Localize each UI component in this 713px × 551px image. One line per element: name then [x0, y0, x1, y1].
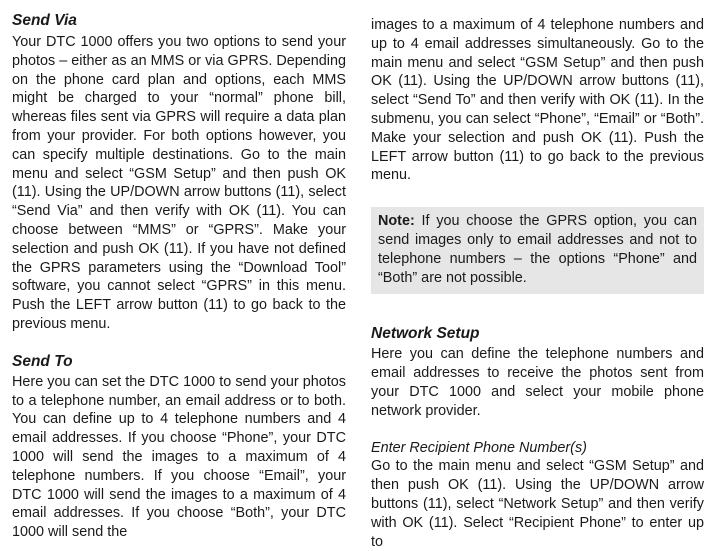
send-to-heading: Send To — [12, 352, 73, 370]
send-to-continued: images to a maximum of 4 telephone numbers and up to 4 email addresses simultaneously. Go to the main menu and select “GSM Setup” and then push OK (11). Using the UP/DOWN arrow buttons (11), select “Send To” and then verify with OK (11). In the submenu, you can select “Phone”, “Email” or “Both”. Make your selection and push OK (11). Push the LEFT arrow button (11) to go back to the previous menu. — [371, 17, 704, 184]
recipient-phone-body: Go to the main menu and select “GSM Setup” and then push OK (11). Using the UP/DOWN arrow buttons (11), select “Network Setup” and then verify with OK (11). Select “Recipient Phone” to enter up to — [371, 458, 704, 550]
network-setup-heading: Network Setup — [371, 325, 480, 343]
note-box — [371, 207, 704, 294]
note-text: If you choose the GPRS option, you can send images only to email addresses and not to telephone numbers – the options “Phone” and “Both” are not possible. — [378, 213, 697, 286]
note-label: Note: — [378, 213, 415, 230]
right-column — [371, 0, 704, 551]
send-via-body: Your DTC 1000 offers you two options to send your photos – either as an MMS or via GPRS. Depending on the phone card plan and options, each MMS might be charged to your “normal” phone bill, whereas files sent via GPRS will require a data plan from your provider. For both options however, you can specify multiple destinations. Go to the main menu and select “GSM Setup” and then push OK (11). Using the UP/DOWN arrow buttons (11), select “Send Via” and then verify with OK (11). You can choose between “MMS” or “GPRS”. Make your selection and push OK (11). If you have not defined the GPRS parameters using the “Download Tool” software, you cannot select “GPRS” in this menu. Push the LEFT arrow button (11) to go back to the previous menu. — [12, 34, 346, 332]
send-via-heading: Send Via — [12, 12, 77, 29]
network-setup-body: Here you can define the telephone numbers and email addresses to receive the photos sent from your DTC 1000 and select your mobile phone network provider. — [371, 346, 704, 419]
left-column — [12, 0, 346, 542]
recipient-phone-subheading: Enter Recipient Phone Number(s) — [371, 439, 587, 456]
send-to-body: Here you can set the DTC 1000 to send your photos to a telephone number, an email address or to both. You can define up to 4 telephone numbers and 4 email addresses. If you choose “Phone”, your DTC 1000 will send the images to a maximum of 4 telephone numbers. If you choose “Email”, your DTC 1000 will send the images to a maximum of 4 email addresses. If you choose “Both”, your DTC 1000 will send the — [12, 373, 346, 541]
